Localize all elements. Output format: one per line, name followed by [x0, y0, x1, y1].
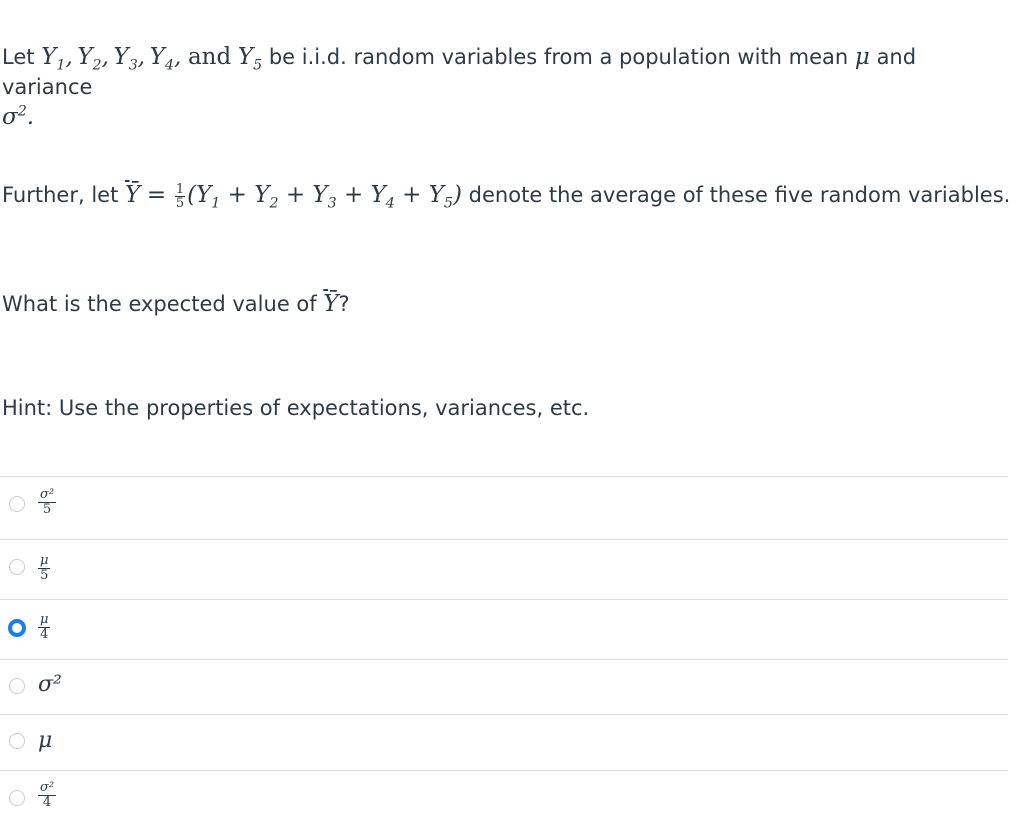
average-text: denote the average of these five random variables.	[468, 183, 1011, 207]
answer-option[interactable]	[0, 770, 1008, 824]
expected-text: What is the expected value of	[2, 292, 317, 316]
answer-list	[0, 476, 1008, 824]
question-paragraph-2	[2, 180, 1010, 210]
math-sum: $(Y_1 + Y_2 + Y_3 + Y_4 + Y_5)$	[187, 182, 462, 212]
iid-text: be i.i.d. random variables from a population with mean	[268, 45, 849, 69]
math-one-fifth: $\frac{1}{5}$	[175, 181, 185, 211]
answer-label: μ	[38, 728, 53, 753]
answer-option[interactable]	[0, 599, 1008, 659]
answer-option[interactable]	[0, 539, 1008, 599]
let-text: Let	[2, 45, 35, 69]
radio-button[interactable]	[9, 790, 25, 806]
question-paragraph-3	[2, 289, 350, 319]
answer-option[interactable]	[0, 659, 1008, 714]
answer-label: $\frac{\mu}{4}$	[40, 612, 49, 642]
math-mu: μ	[854, 44, 870, 70]
answer-label: $\frac{\text{σ²}}{5}$	[40, 487, 55, 517]
radio-button[interactable]	[9, 733, 25, 749]
math-vars: $Y_1$, $Y_2$, $Y_3$, $Y_4$,	[41, 44, 182, 74]
radio-button[interactable]	[9, 678, 25, 694]
hint-text: Hint: Use the properties of expectations, variances, etc.	[2, 396, 590, 420]
math-ybar: $\overline{Ȳ}$	[323, 291, 339, 317]
radio-button[interactable]	[9, 496, 25, 512]
answer-label: $\frac{\mu}{5}$	[40, 553, 49, 583]
answer-option[interactable]	[0, 714, 1008, 770]
and-variance-text: and variance	[2, 45, 917, 99]
answer-option[interactable]	[0, 476, 1008, 539]
and-text: and	[187, 44, 232, 70]
radio-button[interactable]	[9, 559, 25, 575]
math-y5: $Y_5$	[237, 44, 263, 74]
further-text: Further, let	[2, 183, 119, 207]
question-paragraph-1	[2, 42, 992, 132]
radio-button-selected[interactable]	[8, 619, 26, 637]
question-mark: ?	[338, 292, 350, 316]
math-ybar: $\overline{Ȳ}$	[125, 182, 141, 208]
math-eq: =	[146, 182, 167, 208]
answer-label: $\frac{\text{σ²}}{4}$	[40, 780, 55, 810]
answer-label: σ²	[38, 672, 62, 697]
math-sigma2: $\sigma^2$.	[2, 103, 35, 130]
